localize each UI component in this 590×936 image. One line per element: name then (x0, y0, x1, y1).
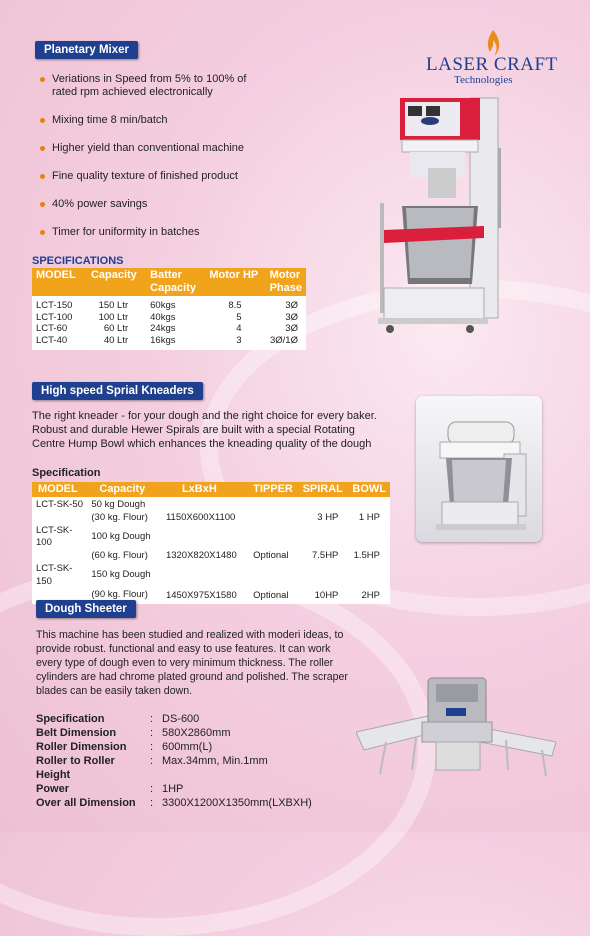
list-item: Roller Dimension : 600mm(L) (36, 741, 213, 753)
kneader-description: The right kneader - for your dough and the right choice for every baker. Robust and durable Hewer Spirals are built with a special Rotating Centre Hump Bowl which enhances the kneading quality of the dough (32, 410, 377, 450)
list-item: Over all Dimension : 3300X1200X1350mm(LXBXH) (36, 797, 312, 809)
cell: Optional (253, 550, 289, 562)
table-row (32, 323, 306, 335)
col-header: Motor HP (205, 268, 265, 296)
col-header: Capacity (87, 482, 162, 497)
list-item: Mixing time 8 min/batch (38, 114, 288, 127)
cell: 3Ø (285, 311, 298, 323)
cell: 1320X820X1480 (165, 550, 237, 562)
cell (162, 525, 249, 551)
cell: LCT-60 (36, 323, 68, 334)
cell: 24kgs (150, 323, 176, 334)
col-header: TIPPER (249, 482, 298, 497)
cell: LCT-SK-50 (36, 499, 83, 510)
cell: LCT-100 (36, 311, 73, 323)
spec-value: 580X2860mm (162, 727, 231, 739)
cell: 3Ø (285, 300, 298, 311)
cell: 3Ø (285, 323, 298, 334)
brand-logo (426, 28, 556, 88)
col-header: MODEL (32, 482, 87, 497)
cell: 3 HP (317, 511, 339, 523)
dough-sheeter-image (356, 670, 566, 780)
spec-label: Belt Dimension (36, 727, 117, 739)
col-header: Capacity (87, 268, 146, 296)
table-header-row (32, 482, 390, 497)
col-header: MODEL (32, 268, 87, 296)
cell: 1 HP (358, 511, 380, 523)
cell: 100 kg Dough (91, 530, 151, 542)
planetary-mixer-image (370, 88, 520, 338)
col-header: BOWL (348, 482, 390, 497)
cell: (30 kg. Flour) (91, 511, 148, 523)
spec-label: Specification (36, 713, 105, 725)
list-item: Timer for uniformity in batches (38, 226, 288, 239)
brand-sub: Technologies (454, 74, 513, 86)
cell: 3Ø/1Ø (270, 334, 298, 346)
cell: 60kgs (150, 300, 176, 311)
sheeter-description: This machine has been studied and realized with moderi ideas, to provide robust. functional and easy to use features. It can work every type of dough even to very minimum thickness. The roller cylinders are had chrome plated ground and polished. The scraper blades can be easily taken down. (36, 629, 348, 697)
table-row (32, 335, 306, 351)
spec-label: Roller to Roller Height (36, 755, 115, 781)
cell (162, 497, 249, 512)
cell: 3 (236, 334, 242, 346)
cell (249, 512, 298, 525)
section-title-planetary-mixer: Planetary Mixer (35, 41, 138, 59)
section-title-spiral-kneaders: High speed Sprial Kneaders (32, 382, 203, 400)
cell (348, 497, 390, 512)
kneader-spec-table (32, 482, 390, 604)
cell: 16kgs (150, 334, 176, 346)
spec-value: Max.34mm, Min.1mm (162, 755, 268, 767)
cell: 40 Ltr (103, 334, 129, 346)
list-item: Higher yield than conventional machine (38, 142, 288, 155)
cell: 5 (236, 311, 242, 323)
spec-label: Over all Dimension (36, 797, 136, 809)
col-header: LxBxH (162, 482, 249, 497)
cell: 1150X600X1100 (165, 511, 236, 523)
spiral-kneader-image (416, 396, 542, 542)
table-row (32, 563, 390, 589)
list-item: Veriations in Speed from 5% to 100% of rated rpm achieved electronically (38, 73, 262, 99)
cell (249, 497, 298, 512)
table-row (32, 550, 390, 563)
spec-value: 1HP (162, 783, 184, 795)
cell: 40kgs (150, 311, 176, 323)
cell: 150 kg Dough (91, 569, 151, 581)
cell (32, 550, 87, 563)
spec-title: Specification (32, 467, 101, 479)
spec-label: Roller Dimension (36, 741, 127, 753)
sheeter-spec-list (36, 712, 312, 810)
cell: LCT-SK-150 (36, 562, 73, 587)
brand-name: LASER CRAFT (426, 54, 558, 75)
cell: 2HP (361, 590, 380, 602)
cell (162, 563, 249, 589)
table-row (32, 296, 306, 312)
cell: 50 kg Dough (91, 499, 146, 510)
table-row (32, 312, 306, 324)
list-item: Specification : DS-600 (36, 713, 200, 725)
cell: 10HP (314, 590, 339, 602)
feature-list (38, 73, 288, 239)
table-header-row (32, 268, 306, 296)
spec-title: SPECIFICATIONS (32, 255, 124, 267)
col-header: SPIRAL (299, 482, 349, 497)
spec-value: DS-600 (162, 713, 200, 725)
cell: 8.5 (228, 300, 242, 311)
cell (299, 497, 349, 512)
col-header: Motor Phase (266, 268, 306, 296)
cell: Optional (253, 590, 289, 602)
cell (249, 563, 298, 589)
cell (32, 512, 87, 525)
cell: (90 kg. Flour) (91, 588, 148, 600)
cell (299, 563, 349, 589)
col-header: Batter Capacity (146, 268, 205, 296)
cell (348, 563, 390, 589)
cell: 1.5HP (353, 550, 380, 562)
cell: 100 Ltr (98, 311, 129, 323)
cell (249, 525, 298, 551)
cell: 150 Ltr (98, 300, 129, 311)
list-item: Power : 1HP (36, 783, 184, 795)
cell (348, 525, 390, 551)
list-item: Belt Dimension : 580X2860mm (36, 727, 231, 739)
spec-value: 600mm(L) (162, 741, 213, 753)
spec-label: Power (36, 783, 70, 795)
list-item: Roller to Roller Height : Max.34mm, Min.1mm (36, 755, 268, 781)
table-row (32, 525, 390, 551)
cell: LCT-SK-100 (36, 524, 73, 549)
cell: (60 kg. Flour) (91, 550, 148, 562)
spec-value: 3300X1200X1350mm(LXBXH) (162, 797, 312, 809)
cell: LCT-150 (36, 300, 73, 311)
section-title-dough-sheeter: Dough Sheeter (36, 600, 136, 618)
cell: 4 (236, 323, 242, 334)
mixer-spec-table (32, 268, 306, 350)
table-row (32, 497, 390, 512)
cell: 60 Ltr (103, 323, 129, 334)
cell: 1450X975X1580 (165, 590, 237, 602)
list-item: 40% power savings (38, 198, 288, 211)
cell: 7.5HP (311, 550, 339, 562)
table-row (32, 512, 390, 525)
list-item: Fine quality texture of finished product (38, 170, 288, 183)
cell: LCT-40 (36, 334, 68, 346)
cell (299, 525, 349, 551)
